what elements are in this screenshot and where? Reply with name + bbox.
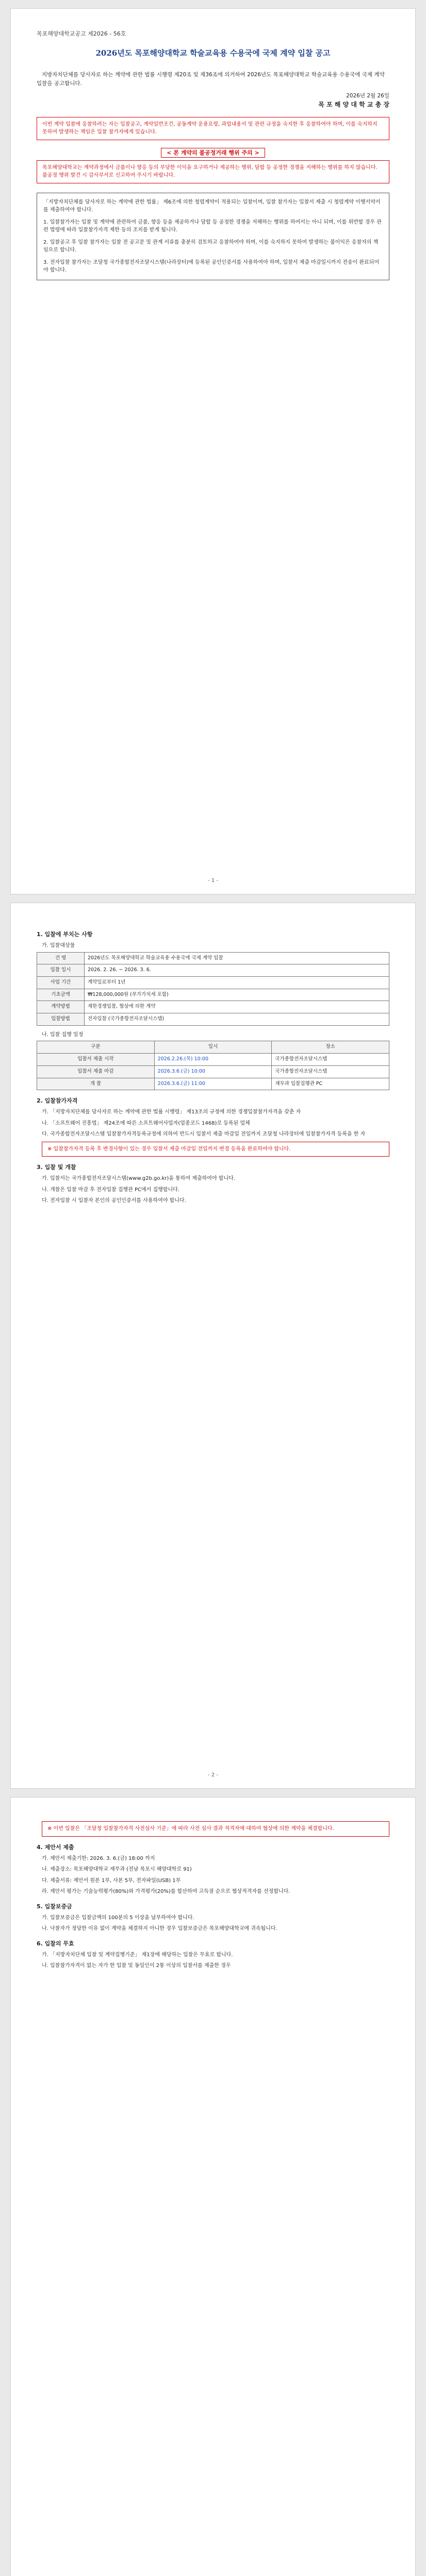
page-number: - 1 - <box>208 877 218 884</box>
callout-box: ※ 이번 입찰은 「조달청 입찰참가자격 사전심사 기준」에 따라 사전 심사 결과 적격자에 대하여 협상에 의한 계약을 체결합니다. <box>42 1821 389 1837</box>
section-heading: 3. 입찰 및 개찰 <box>37 1164 76 1171</box>
page-title: 2026년도 목포해양대학교 학술교육용 수용국에 국제 계약 입찰 공고 <box>95 48 331 58</box>
intro-text: 지방자치단체를 당사자로 하는 계약에 관한 법률 시행령 제20조 및 제36조에 의거하여 2026년도 목포해양대학교 학술교육용 수용국에 국제 계약 입찰을 공고합니다. <box>37 72 385 87</box>
table-row: 입찰서 제출 시작 2026.2.26.(목) 10:00 국가종합전자조달시스템 <box>37 1054 389 1066</box>
warning-title: < 본 계약의 불공정거래 행위 주의 > <box>37 148 389 157</box>
rule-paragraph: 3. 전자입찰 참가자는 조달청 국가종합전자조달시스템(나라장터)에 등록된 공인인증서를 사용하여야 하며, 입찰서 제출 마감일시까지 전송이 완료되어야 합니다. <box>43 259 380 274</box>
list-item: 가. 입찰보증금은 입찰금액의 100분의 5 이상을 납부하여야 합니다. <box>42 1914 194 1921</box>
notice-date: 2026년 2월 26일 <box>346 92 389 99</box>
list-item: 나. 제출장소: 목포해양대학교 재무과 (전남 목포시 해양대학로 91) <box>42 1867 192 1873</box>
table-row: 건 명 2026년도 목포해양대학교 학술교육용 수용국에 국제 계약 입찰 <box>37 952 389 964</box>
section-heading: 2. 입찰참가자격 <box>37 1097 78 1105</box>
table-row: 입찰 일시 2026. 2. 26. ~ 2026. 3. 6. <box>37 964 389 977</box>
list-item: 가. 제안서 제출기한: 2026. 3. 6.(금) 18:00 까지 <box>42 1855 155 1861</box>
list-item: 나. 「소프트웨어 진흥법」 제24조에 따른 소프트웨어사업자(업종코드 1468)로 등록된 업체 <box>42 1120 250 1126</box>
list-item: 나. 낙찰자가 정당한 이유 없이 계약을 체결하지 아니한 경우 입찰보증금은 목포해양대학교에 귀속됩니다. <box>42 1926 277 1932</box>
list-item: 나. 개찰은 입찰 마감 후 전자입찰 집행관 PC에서 집행합니다. <box>42 1187 179 1193</box>
table-row: 기초금액 ₩128,000,000원 (부가가치세 포함) <box>37 989 389 1001</box>
rule-paragraph: 「지방자치단체를 당사자로 하는 계약에 관한 법률」 제6조에 의한 청렴계약이 적용되는 입찰이며, 입찰 참가자는 입찰서 제출 시 청렴계약 이행서약서를 제출하여야 합니다. <box>43 199 381 213</box>
list-item: 나. 입찰참가자격이 없는 자가 한 입찰 및 동일인이 2통 이상의 입찰서를 제출한 경우 <box>42 1963 231 1969</box>
list-item: 다. 제출서류: 제안서 원본 1부, 사본 5부, 전자파일(USB) 1부 <box>42 1877 181 1884</box>
section-heading: 5. 입찰보증금 <box>37 1903 72 1910</box>
section-heading: 1. 입찰에 부치는 사항 <box>37 931 93 938</box>
callout-box: ※ 입찰참가자격 등록 후 변경사항이 있는 경우 입찰서 제출 마감일 전일까지 변경 등록을 완료하여야 합니다. <box>42 1142 389 1157</box>
list-item: 다. 국가종합전자조달시스템 입찰참가자격등록규정에 의하여 반드시 입찰서 제출 마감일 전일까지 조달청 나라장터에 입찰참가자격 등록을 한 자 <box>42 1131 366 1138</box>
page-3 <box>10 1797 416 2576</box>
rule-paragraph: 2. 입찰공고 후 입찰 참가자는 입찰 전 공고문 및 관계 서류를 충분히 검토하고 응찰하여야 하며, 이를 숙지하지 못하여 발생하는 불이익은 응찰자의 책임으로 합니다. <box>43 239 379 253</box>
list-item: 다. 전자입찰 시 입찰자 본인의 공인인증서를 사용하여야 합니다. <box>42 1198 186 1204</box>
list-item: 가. 「지방자치단체를 당사자로 하는 계약에 관한 법률 시행령」 제13조의 규정에 의한 경쟁입찰참가자격을 갖춘 자 <box>42 1109 301 1115</box>
notice-box: 이번 계약 입찰에 응찰하려는 자는 입찰공고, 계약일반조건, 공동계약 운용요령, 과업내용서 및 관련 규정을 숙지한 후 응찰하여야 하며, 이를 숙지하지 못하여 발생하는 책임은 입찰 참가자에게 있습니다. <box>37 117 389 140</box>
table-row: 사업 기간 계약일로부터 1년 <box>37 976 389 989</box>
table-row: 개 찰 2026.3.6.(금) 11:00 재무과 입찰집행관 PC <box>37 1078 389 1090</box>
summary-table <box>37 952 389 1026</box>
document-number: 목포해양대학교공고 제2026 - 56호 <box>37 30 126 37</box>
page-number: - 2 - <box>208 1772 218 1778</box>
table-row: 입찰서 제출 마감 2026.3.6.(금) 10:00 국가종합전자조달시스템 <box>37 1065 389 1078</box>
rule-paragraph: 1. 입찰참가자는 입찰 및 계약에 관련하여 금품, 향응 등을 제공하거나 담합 등 공정한 경쟁을 저해하는 행위를 하여서는 아니 되며, 이를 위반할 경우 관련 법령에 따라 입찰참가자격 제한 등의 조치를 받게 됩니다. <box>43 219 382 233</box>
page-2 <box>10 903 416 1789</box>
list-item: 가. 「지방자치단체 입찰 및 계약집행기준」 제1장에 해당하는 입찰은 무효로 합니다. <box>42 1952 233 1958</box>
section-heading: 6. 입찰의 무효 <box>37 1940 74 1947</box>
table-header-row: 구분 일시 장소 <box>37 1041 389 1054</box>
table-row: 입찰방법 전자입찰 (국가종합전자조달시스템) <box>37 1013 389 1026</box>
list-item: 라. 제안서 평가는 기술능력평가(80%)와 가격평가(20%)를 합산하여 고득점 순으로 협상적격자를 선정합니다. <box>42 1889 290 1895</box>
list-item: 가. 입찰서는 국가종합전자조달시스템(www.g2b.go.kr)을 통하여 제출하여야 합니다. <box>42 1176 235 1182</box>
section-heading: 4. 제안서 제출 <box>37 1843 74 1851</box>
sub-heading: 나. 입찰 집행 일정 <box>42 1031 84 1038</box>
rules-box <box>37 193 389 280</box>
warning-box: 목포해양대학교는 계약과정에서 금품이나 향응 등의 부당한 이익을 요구하거나 제공하는 행위, 담합 등 공정한 경쟁을 저해하는 행위를 하지 않습니다. 불공정 행위 발견 시 감사부서로 신고하여 주시기 바랍니다. <box>37 160 389 183</box>
organization-name: 목 포 해 양 대 학 교 총 장 <box>318 101 389 109</box>
table-row: 계약방법 제한경쟁입찰, 협상에 의한 계약 <box>37 1001 389 1013</box>
schedule-table <box>37 1041 389 1090</box>
sub-heading: 가. 입찰대상물 <box>42 943 75 949</box>
page-1 <box>10 8 416 894</box>
